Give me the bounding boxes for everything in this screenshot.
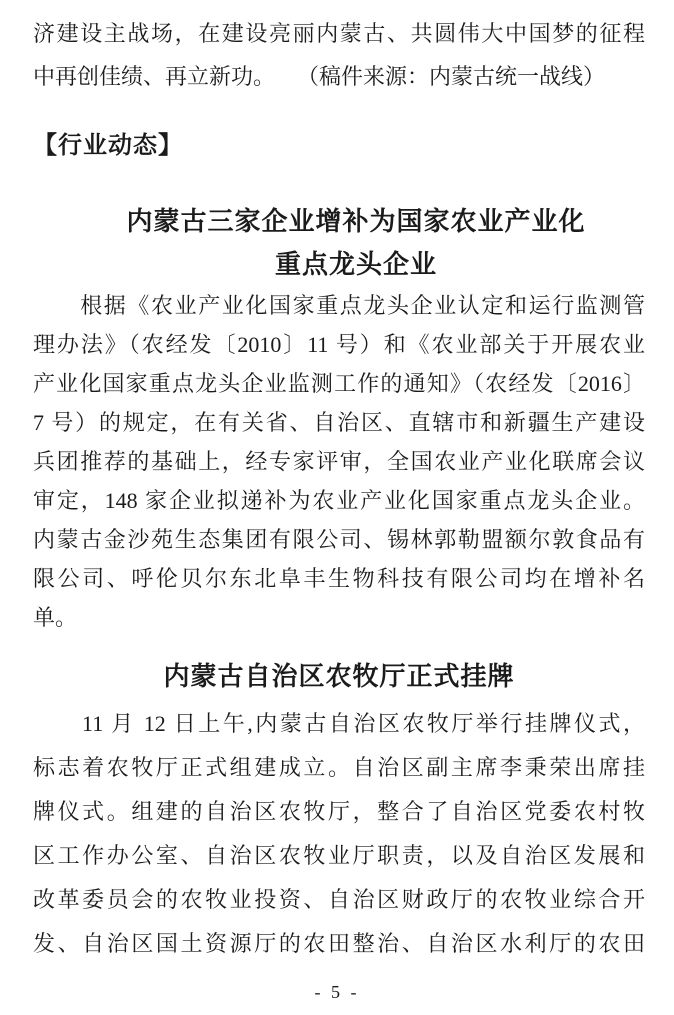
text-line: 中再创佳绩、再立新功。 （稿件来源：内蒙古统一战线） xyxy=(33,64,606,89)
text-line: 理办法》（农经发〔2010〕11 号）和《农业部关于开展农业 xyxy=(33,332,645,357)
text-line: 根据《农业产业化国家重点龙头企业认定和运行监测管 xyxy=(33,293,645,318)
intro-paragraph xyxy=(33,12,645,98)
article1-title xyxy=(33,200,645,286)
page-content xyxy=(33,12,645,966)
text-line: 重点龙头企业 xyxy=(274,250,437,279)
article2-title xyxy=(33,655,645,698)
text-line: 兵团推荐的基础上，经专家评审，全国农业产业化联席会议 xyxy=(33,449,645,474)
text-line: 标志着农牧厅正式组建成立。自治区副主席李秉荣出席挂 xyxy=(33,755,645,780)
text-line: 内蒙古三家企业增补为国家农业产业化 xyxy=(126,207,586,236)
text-line: 改革委员会的农牧业投资、自治区财政厅的农牧业综合开 xyxy=(33,887,645,912)
text-line: 限公司、呼伦贝尔东北阜丰生物科技有限公司均在增补名 xyxy=(33,566,645,591)
text-line: 内蒙古金沙苑生态集团有限公司、锡林郭勒盟额尔敦食品有 xyxy=(33,527,645,552)
text-line: 产业化国家重点龙头企业监测工作的通知》（农经发〔2016〕 xyxy=(33,371,645,396)
text-line: 区工作办公室、自治区农牧业厅职责，以及自治区发展和 xyxy=(33,843,645,868)
text-line: 内蒙古自治区农牧厅正式挂牌 xyxy=(163,662,515,691)
text-line: 审定，148 家企业拟递补为农业产业化国家重点龙头企业。 xyxy=(33,488,645,513)
text-line: 牌仪式。组建的自治区农牧厅，整合了自治区党委农村牧 xyxy=(33,799,645,824)
section-header: 【行业动态】 xyxy=(33,132,183,159)
text-line: 11 月 12 日上午,内蒙古自治区农牧厅举行挂牌仪式， xyxy=(33,711,645,736)
page-number: - 5 - xyxy=(314,982,360,1002)
text-line: 单。 xyxy=(33,605,78,630)
text-line: 济建设主战场，在建设亮丽内蒙古、共圆伟大中国梦的征程 xyxy=(33,21,645,46)
text-line: 发、自治区国土资源厅的农田整治、自治区水利厅的农田 xyxy=(33,931,645,956)
article1-body xyxy=(33,286,645,637)
article2-body xyxy=(33,702,645,966)
text-line: 7 号）的规定，在有关省、自治区、直辖市和新疆生产建设 xyxy=(33,410,645,435)
